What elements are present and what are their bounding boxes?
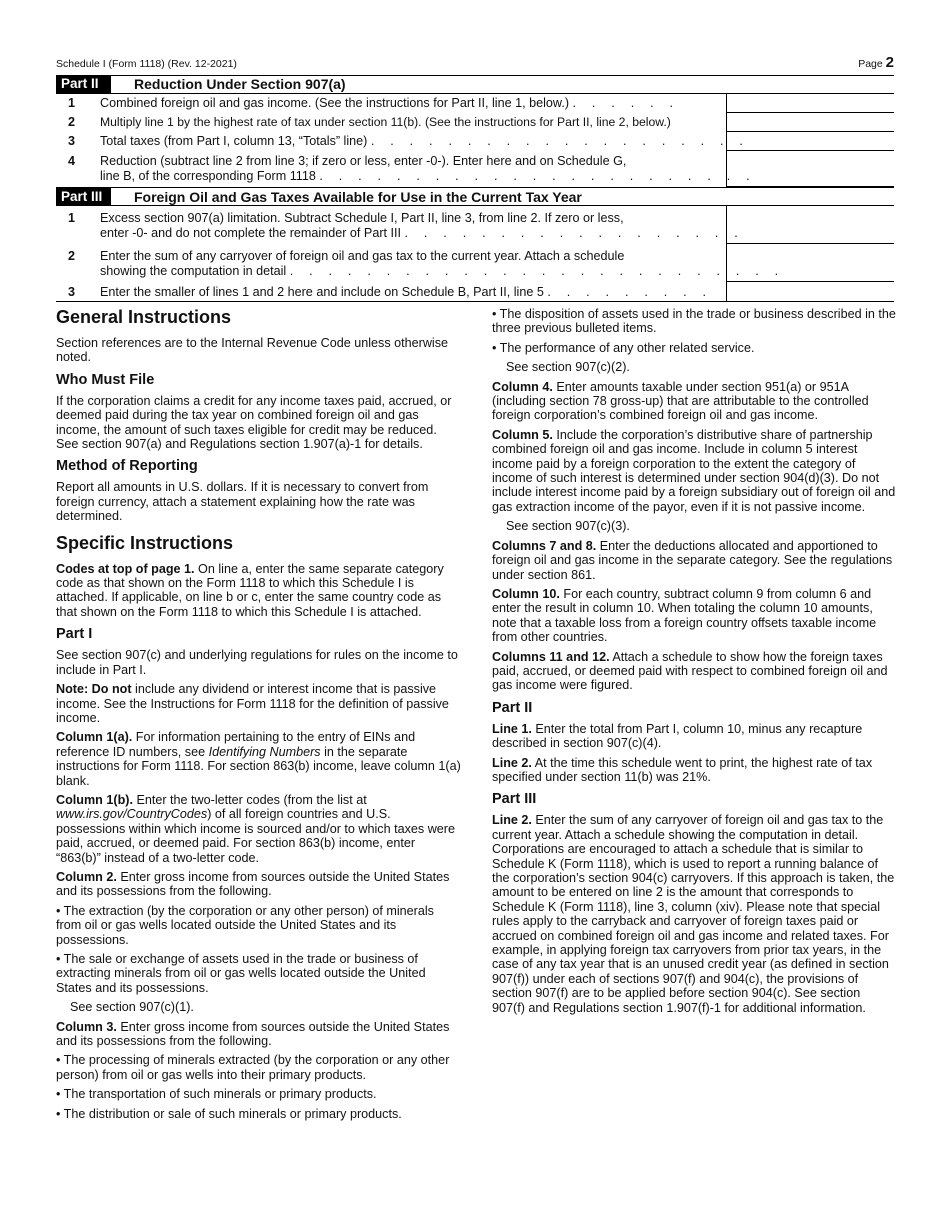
instructions-left-column [56,307,461,1126]
part3-line-3 [56,282,894,302]
bullet-item: • The disposition of assets used in the trade or business described in the three previous bulleted items. [492,307,896,336]
line-number: 1 [68,211,76,225]
line-text: showing the computation in detail . . . . . . . . . . . . . . . . . . . . . . . . . . [100,264,785,278]
see-reference: See section 907(c)(2). [506,360,630,375]
paragraph: Column 1(b). Enter the two-letter codes (from the list at www.irs.gov/CountryCodes) of all foreign countries and U.S. possessions within which income is sourced and/or to which taxes were paid, accrued, or deemed paid. For section 863(b) income, enter “863(b)” instead of a two-letter code. [56,792,455,865]
part2-title: Reduction Under Section 907(a) [134,76,346,92]
line-text: Excess section 907(a) limitation. Subtract Schedule I, Part II, line 3, from line 2. If zero or less, [100,211,624,225]
paragraph: Note: Do not include any dividend or interest income that is passive income. See the Instructions for Form 1118 for the definition of passive income. [56,682,449,725]
paragraph: Report all amounts in U.S. dollars. If it is necessary to convert from foreign currency, attach a statement explaining how the rate was determined. [56,480,429,524]
line-number: 2 [68,115,76,129]
instructions-right-column [492,307,896,1020]
line-text: Combined foreign oil and gas income. (See the instructions for Part II, line 1, below.) . . . . . . [100,96,680,110]
paragraph: See section 907(c) and underlying regulations for rules on the income to include in Part I. [56,648,458,677]
form-lines [56,75,894,302]
specific-instructions-heading: Specific Instructions [56,532,234,553]
paragraph: Columns 11 and 12. Attach a schedule to show how the foreign taxes paid, accrued, or deemed paid with respect to combined foreign oil and gas income were figured. [492,649,888,693]
line-number: 1 [68,96,76,110]
paragraph: Column 10. For each country, subtract column 9 from column 6 and enter the result in column 10. When totaling the column 10 amounts, note that a taxable loss from a foreign country offsets taxable income from other countries. [492,586,877,645]
form-id: Schedule I (Form 1118) (Rev. 12-2021) [56,58,237,70]
paragraph: Column 1(a). For information pertaining to the entry of EINs and reference ID numbers, see Identifying Numbers in the separate instructions for Form 1118. For section 863(b) income, leave column 1(a) blank. [56,730,461,788]
method-of-reporting-heading: Method of Reporting [56,458,198,475]
line-number: 2 [68,249,76,263]
line-number: 3 [68,285,76,299]
part3-line-2-amount-field[interactable] [726,244,894,282]
paragraph: If the corporation claims a credit for any income taxes paid, accrued, or deemed paid during the tax year on combined foreign oil and gas income, the amount of such taxes eligible for credit may be reduced. See section 907(a) and Regulations section 1.907(a)-1 for details. [56,393,452,452]
part3-title: Foreign Oil and Gas Taxes Available for Use in the Current Tax Year [134,189,582,205]
bullet-item: • The performance of any other related service. [492,340,755,355]
page-header [56,54,894,76]
paragraph: Line 2. At the time this schedule went to print, the highest rate of tax specified under section 11(b) was 21%. [492,755,873,784]
part2-line-3-amount-field[interactable] [726,132,894,151]
part2-header [56,75,894,94]
part1-heading: Part I [56,626,93,643]
see-reference: See section 907(c)(3). [506,519,630,534]
line-text: Multiply line 1 by the highest rate of tax under section 11(b). (See the instructions for Part II, line 2, below.) [100,115,671,129]
part3-line-3-amount-field[interactable] [726,282,894,302]
part3-line-1 [56,206,894,244]
page-number: Page 2 [858,54,894,71]
paragraph: Column 2. Enter gross income from sources outside the United States and its possessions from the following. [56,869,450,899]
part2-line-1-amount-field[interactable] [726,94,894,113]
bullet-item: • The processing of minerals extracted (by the corporation or any other person) from oil or gas wells into their primary products. [56,1053,450,1082]
part2-line-4-amount-field[interactable] [726,151,894,187]
bullet-item: • The transportation of such minerals or primary products. [56,1087,377,1102]
part3-header [56,187,894,206]
line-number: 3 [68,134,76,148]
paragraph: Column 4. Enter amounts taxable under section 951(a) or 951A (including section 78 gross-up) that are attributable to the controlled foreign corporation’s combined foreign oil and gas income. [492,379,869,423]
line-text: Enter the sum of any carryover of foreign oil and gas tax to the current year. Attach a schedule [100,249,625,263]
part2-line-4 [56,151,894,187]
line-text: Enter the smaller of lines 1 and 2 here and include on Schedule B, Part II, line 5 . . . . . . . . . [100,285,713,299]
line-number: 4 [68,154,76,168]
paragraph: Columns 7 and 8. Enter the deductions allocated and apportioned to foreign oil and gas income in the separate category. See the regulations under section 861. [492,538,893,582]
part2-line-2 [56,113,894,132]
part3-tag: Part III [56,188,111,206]
part2-line-3 [56,132,894,151]
part3-line-1-amount-field[interactable] [726,206,894,244]
part3-line-2 [56,244,894,282]
see-reference: See section 907(c)(1). [70,1000,194,1015]
paragraph: Section references are to the Internal Revenue Code unless otherwise noted. [56,336,449,365]
part2-instructions-heading: Part II [492,699,533,716]
line-text: Total taxes (from Part I, column 13, “Totals” line) . . . . . . . . . . . . . . . . . . . . [100,134,750,148]
paragraph: Line 1. Enter the total from Part I, column 10, minus any recapture described in section 907(c)(4). [492,721,863,751]
paragraph: Column 3. Enter gross income from sources outside the United States and its possessions from the following. [56,1019,450,1049]
general-instructions-heading: General Instructions [56,307,232,327]
bullet-item: • The sale or exchange of assets used in the trade or business of extracting minerals from oil or gas wells located outside the United States and its possessions. [56,952,426,995]
line-text: line B, of the corresponding Form 1118 . . . . . . . . . . . . . . . . . . . . . . . [100,169,756,183]
part3-instructions-heading: Part III [492,791,537,808]
paragraph: Column 5. Include the corporation’s distributive share of partnership combined foreign oil and gas income. Include in column 5 interest income paid by a foreign corporation to the extent the category of income of such interest is determined under section 904(d)(3). Do not include interest income paid by a foreign subsidiary out of foreign oil and gas extraction income of the payor, even if it is not passive income. [492,427,896,514]
part2-line-2-amount-field[interactable] [726,113,894,132]
bullet-item: • The distribution or sale of such minerals or primary products. [56,1106,402,1121]
line-text: Reduction (subtract line 2 from line 3; if zero or less, enter -0-). Enter here and on Schedule G, [100,154,627,168]
part2-line-1 [56,94,894,113]
paragraph: Line 2. Enter the sum of any carryover of foreign oil and gas tax to the current year. Attach a schedule showing the computation in detail. Corporations are encouraged to attach a schedule that is similar to Schedule K (Form 1118), which is used to report a running balance of the corporation’s section 904(c) carryovers. If this approach is taken, the amount to be entered on line 2 is the amount that corresponds to Schedule K (Form 1118), line 3, column (xiv). Please note that special rules apply to the carryback and carryover of foreign taxes paid or accrued on combined foreign oil and gas income and related taxes. For example, in applying foreign tax carryovers from prior tax years, in the case of any tax year that is an unused credit year (as defined in section 907(f)) under each of sections 907(f) and 904(c), the provisions of section 907(f) are to be applied before section 904(c). See section 907(f) and Regulations section 1.907(f)-1 for additional information. [492,813,895,1015]
part2-tag: Part II [56,75,111,93]
line-text: enter -0- and do not complete the remainder of Part III . . . . . . . . . . . . . . . . . . [100,226,744,240]
who-must-file-heading: Who Must File [56,371,155,388]
paragraph: Codes at top of page 1. On line a, enter the same separate category code as that shown on the Form 1118 to which this Schedule I is attached. If applicable, on line b or c, enter the same country code as that shown on the Form 1118 to which this Schedule I is attached. [56,561,444,619]
bullet-item: • The extraction (by the corporation or any other person) of minerals from oil or gas wells located outside the United States and its possessions. [56,903,434,947]
